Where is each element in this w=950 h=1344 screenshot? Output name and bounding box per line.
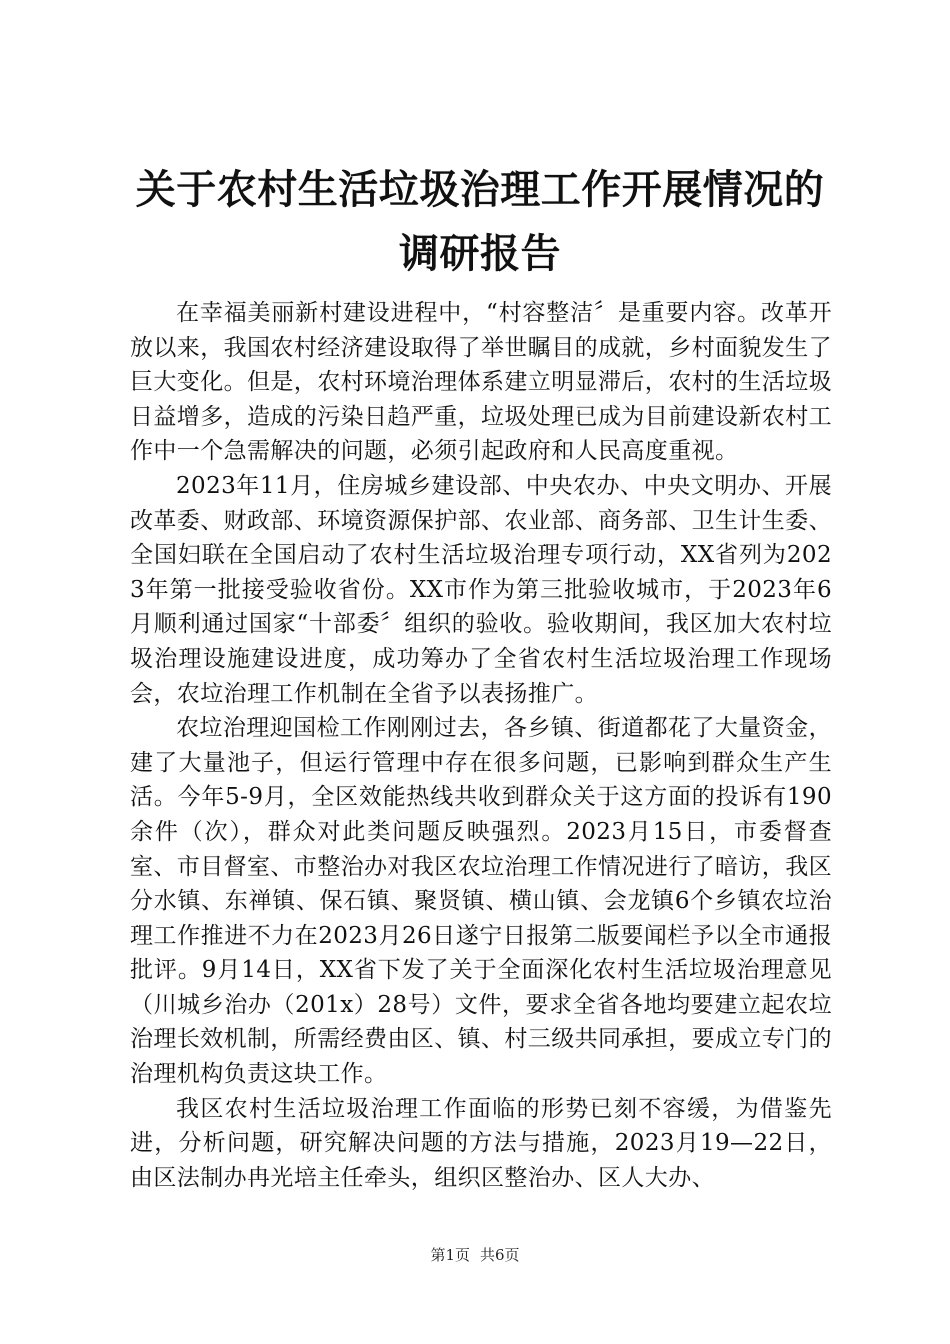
paragraph: 在幸福美丽新村建设进程中，“村容整洁〞是重要内容。改革开放以来，我国农村经济建设取得了举世瞩目的成就，乡村面貌发生了巨大变化。但是，农村环境治理体系建立明显滞后，农村的生活垃圾日益增多，造成的污染日趋严重，垃圾处理已成为目前建设新农村工作中一个急需解决的问题，必须引起政府和人民高度重视。 [130, 300, 832, 465]
document-title: 关于农村生活垃圾治理工作开展情况的调研报告 [135, 167, 825, 277]
document-body [130, 296, 832, 1195]
paragraph: 我区农村生活垃圾治理工作面临的形势已刻不容缓，为借鉴先进，分析问题，研究解决问题的方法与措施，2023月19—22日，由区法制办冉光培主任牵头，组织区整治办、区人大办、 [130, 1095, 832, 1191]
page-total: 共6页 [480, 1246, 520, 1264]
page-footer [0, 1245, 950, 1265]
page-number: 第1页 [430, 1246, 470, 1264]
paragraph: 2023年11月，住房城乡建设部、中央农办、中央文明办、开展改革委、财政部、环境资源保护部、农业部、商务部、卫生计生委、全国妇联在全国启动了农村生活垃圾治理专项行动，XX省列为2023年第一批接受验收省份。XX市作为第三批验收城市，于2023年6月顺利通过国家“十部委〞组织的验收。验收期间，我区加大农村垃圾治理设施建设进度，成功筹办了全省农村生活垃圾治理工作现场会，农垃治理工作机制在全省予以表扬推广。 [130, 472, 832, 707]
paragraph: 农垃治理迎国检工作刚刚过去，各乡镇、街道都花了大量资金，建了大量池子，但运行管理中存在很多问题，已影响到群众生产生活。今年5-9月，全区效能热线共收到群众关于这方面的投诉有190余件（次），群众对此类问题反映强烈。2023月15日，市委督查室、市目督室、市整治办对我区农垃治理工作情况进行了暗访，我区分水镇、东禅镇、保石镇、聚贤镇、横山镇、会龙镇6个乡镇农垃治理工作推进不力在2023月26日遂宁日报第二版要闻栏予以全市通报批评。9月14日，XX省下发了关于全面深化农村生活垃圾治理意见（川城乡治办（201x）28号）文件，要求全省各地均要建立起农垃治理长效机制，所需经费由区、镇、村三级共同承担，要成立专门的治理机构负责这块工作。 [130, 715, 832, 1088]
